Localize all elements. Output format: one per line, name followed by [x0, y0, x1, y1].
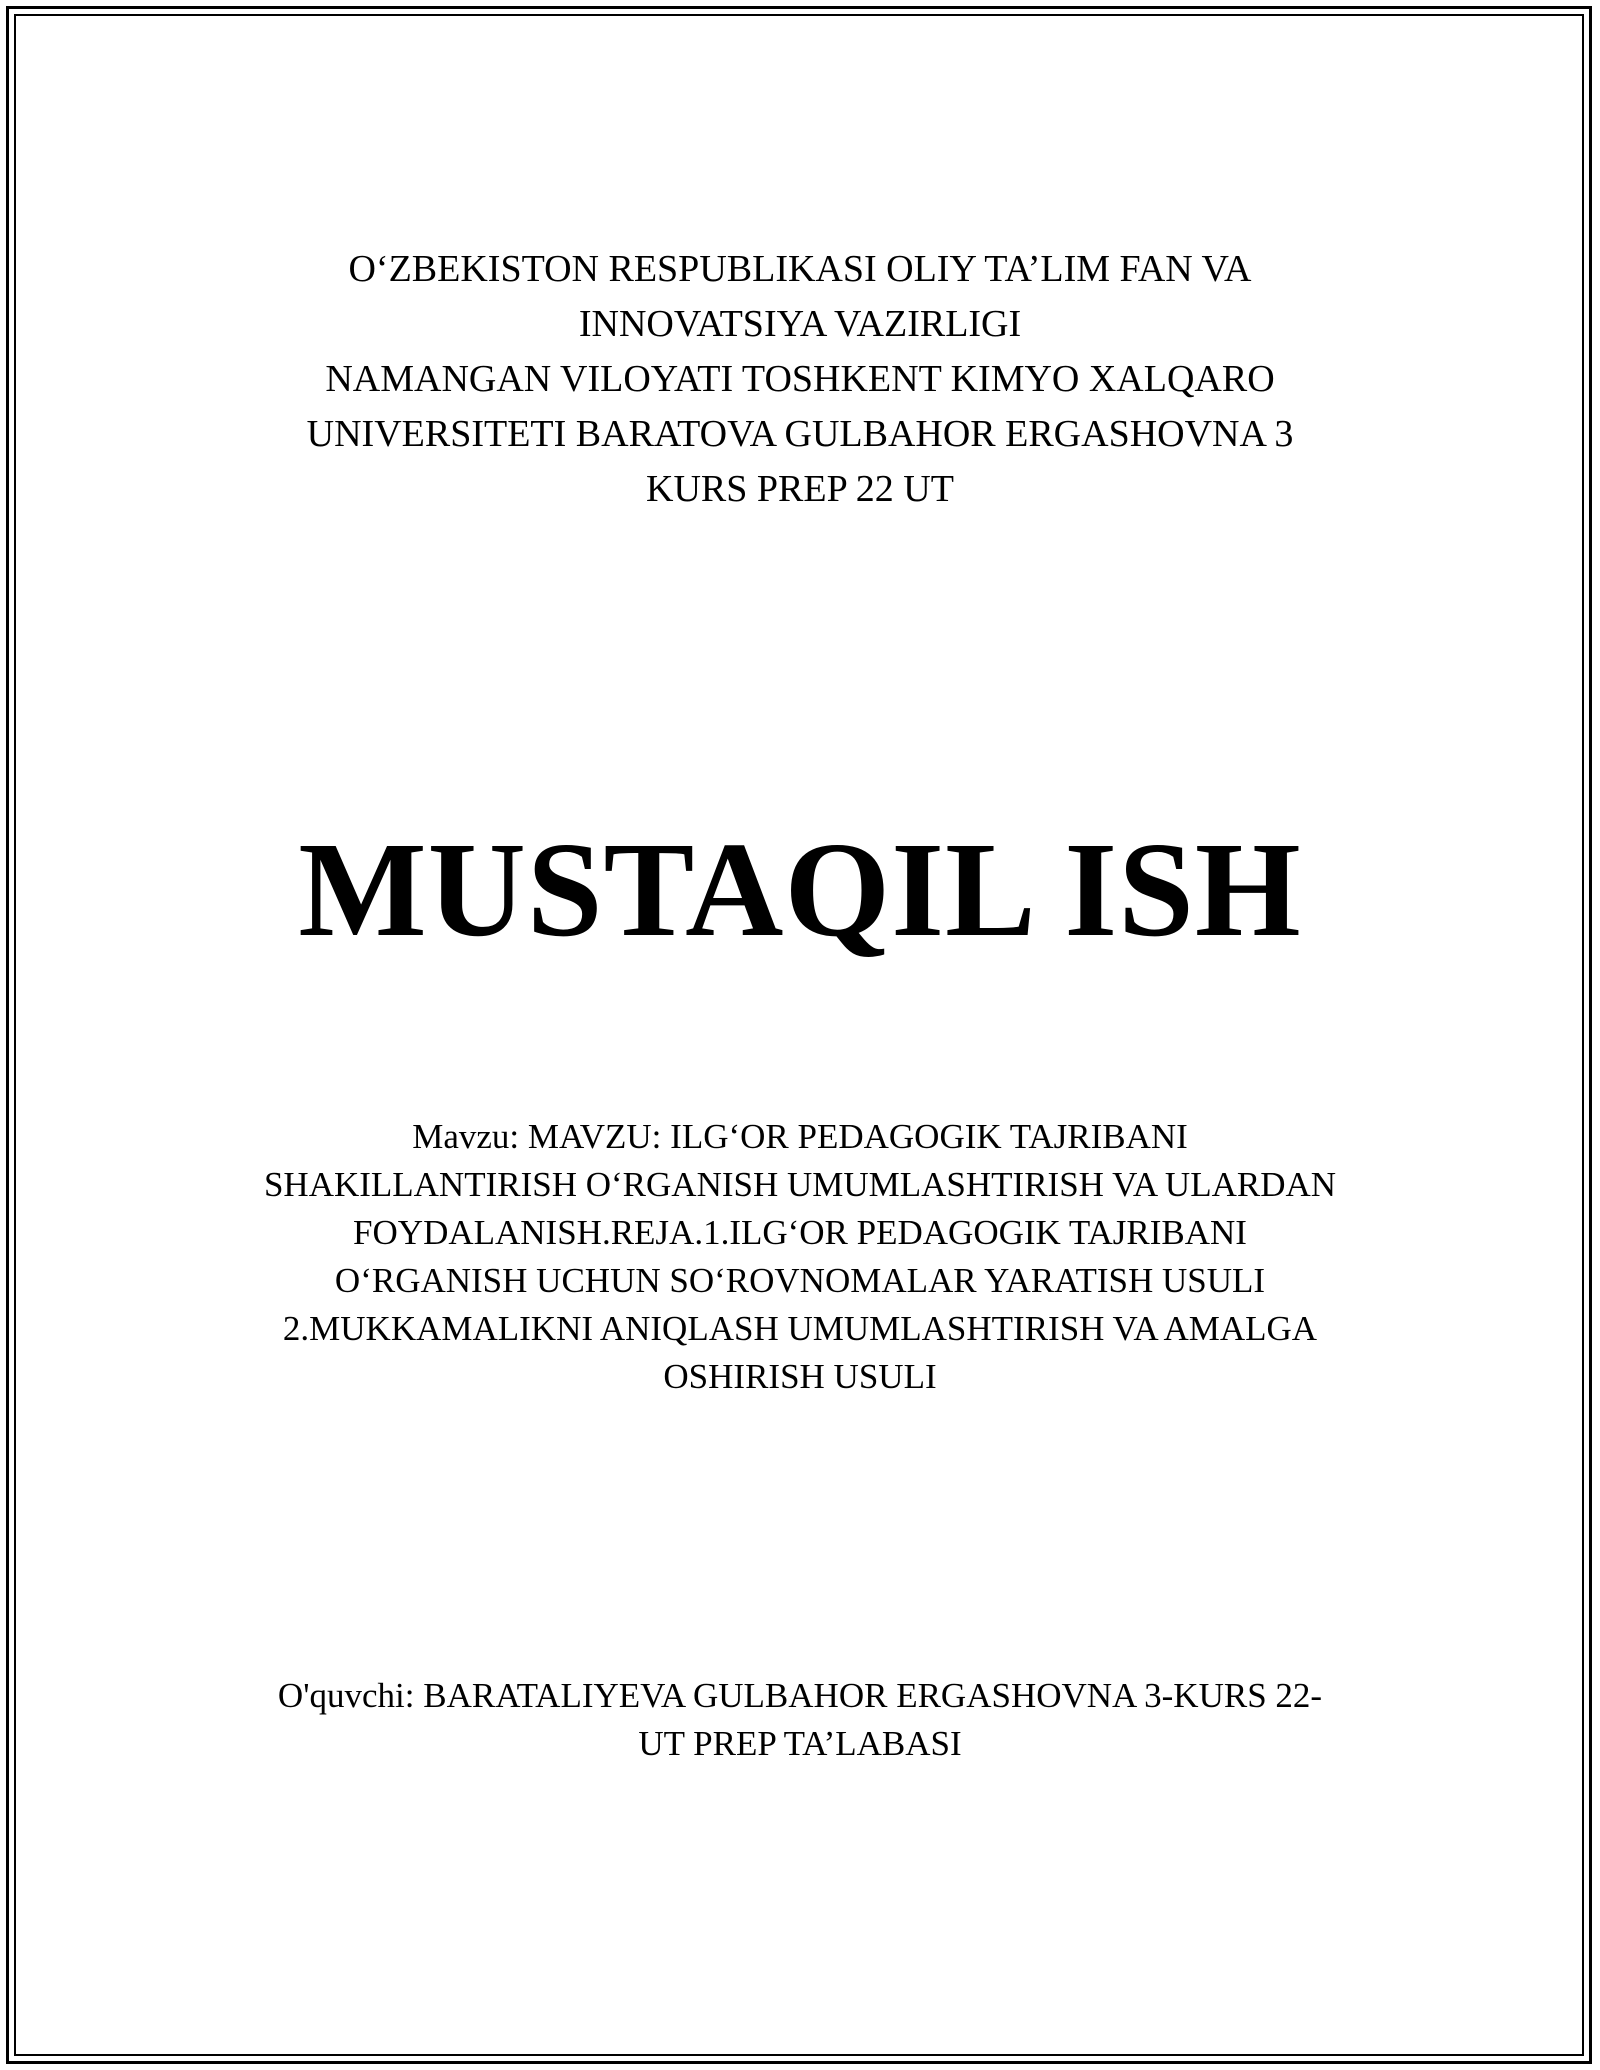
student-block — [200, 1672, 1400, 1768]
topic-line-4: O‘RGANISH UCHUN SO‘ROVNOMALAR YARATISH USULI — [334, 1261, 1266, 1300]
topic-line-6: OSHIRISH USULI — [663, 1357, 937, 1396]
student-line-2: UT PREP TA’LABASI — [638, 1724, 962, 1763]
topic-line-3: FOYDALANISH.REJA.1.ILG‘OR PEDAGOGIK TAJRIBANI — [353, 1213, 1247, 1252]
student-line-1: O'quvchi: BARATALIYEVA GULBAHOR ERGASHOVNA 3-KURS 22- — [277, 1676, 1323, 1715]
topic-line-5: 2.MUKKAMALIKNI ANIQLASH UMUMLASHTIRISH VA AMALGA — [282, 1309, 1318, 1348]
header-line-1: O‘ZBEKISTON RESPUBLIKASI OLIY TA’LIM FAN VA — [348, 248, 1252, 290]
header-line-3: NAMANGAN VILOYATI TOSHKENT KIMYO XALQARO — [325, 358, 1275, 400]
institution-header — [200, 242, 1400, 517]
document-title: MUSTAQIL ISH — [298, 815, 1302, 965]
header-line-4: UNIVERSITETI BARATOVA GULBAHOR ERGASHOVNA 3 — [306, 413, 1294, 455]
topic-line-2: SHAKILLANTIRISH O‘RGANISH UMUMLASHTIRISH VA ULARDAN — [263, 1165, 1337, 1204]
topic-line-1: Mavzu: MAVZU: ILG‘OR PEDAGOGIK TAJRIBANI — [412, 1117, 1188, 1156]
header-line-5: KURS PREP 22 UT — [646, 468, 954, 510]
topic-block — [200, 1113, 1400, 1401]
header-line-2: INNOVATSIYA VAZIRLIGI — [578, 303, 1022, 345]
